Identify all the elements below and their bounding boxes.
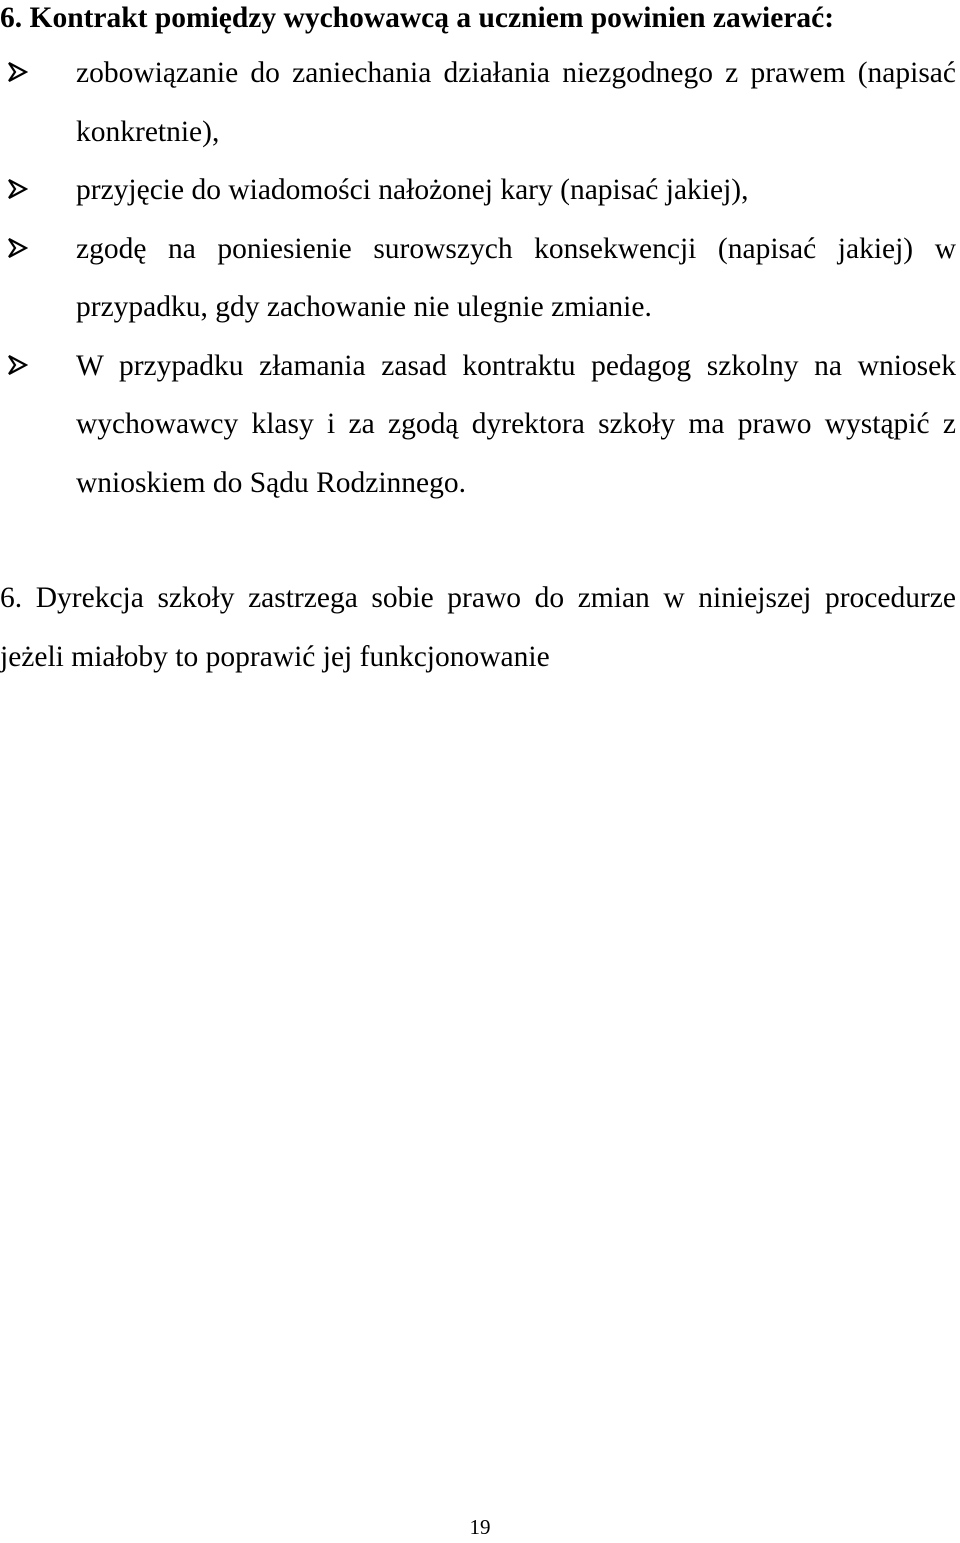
list-item <box>0 44 956 161</box>
arrow-bullet-icon <box>0 44 76 103</box>
page-number: 19 <box>469 1515 491 1539</box>
list-item <box>0 220 956 337</box>
list-item <box>0 337 956 513</box>
list-item-text: W przypadku złamania zasad kontraktu pedagog szkolny na wniosek wychowawcy klasy i za zgodą dyrektora szkoły ma prawo wystąpić z wnioskiem do Sądu Rodzinnego. <box>76 349 956 499</box>
list-item-text: zobowiązanie do zaniechania działania niezgodnego z prawem (napisać konkretnie), <box>76 57 956 148</box>
bullet-list <box>0 44 956 512</box>
closing-paragraph: 6. Dyrekcja szkoły zastrzega sobie prawo do zmian w niniejszej procedurze jeżeli miałoby to poprawić jej funkcjonowanie <box>0 582 956 673</box>
arrow-bullet-icon <box>0 337 76 396</box>
list-item-text: przyjęcie do wiadomości nałożonej kary (napisać jakiej), <box>76 174 749 206</box>
arrow-bullet-icon <box>0 220 76 279</box>
section-heading: 6. Kontrakt pomiędzy wychowawcą a uczniem powinien zawierać: <box>0 2 835 34</box>
arrow-bullet-icon <box>0 161 76 220</box>
list-item <box>0 161 956 220</box>
list-item-text: zgodę na poniesienie surowszych konsekwencji (napisać jakiej) w przypadku, gdy zachowanie nie ulegnie zmianie. <box>76 232 956 323</box>
